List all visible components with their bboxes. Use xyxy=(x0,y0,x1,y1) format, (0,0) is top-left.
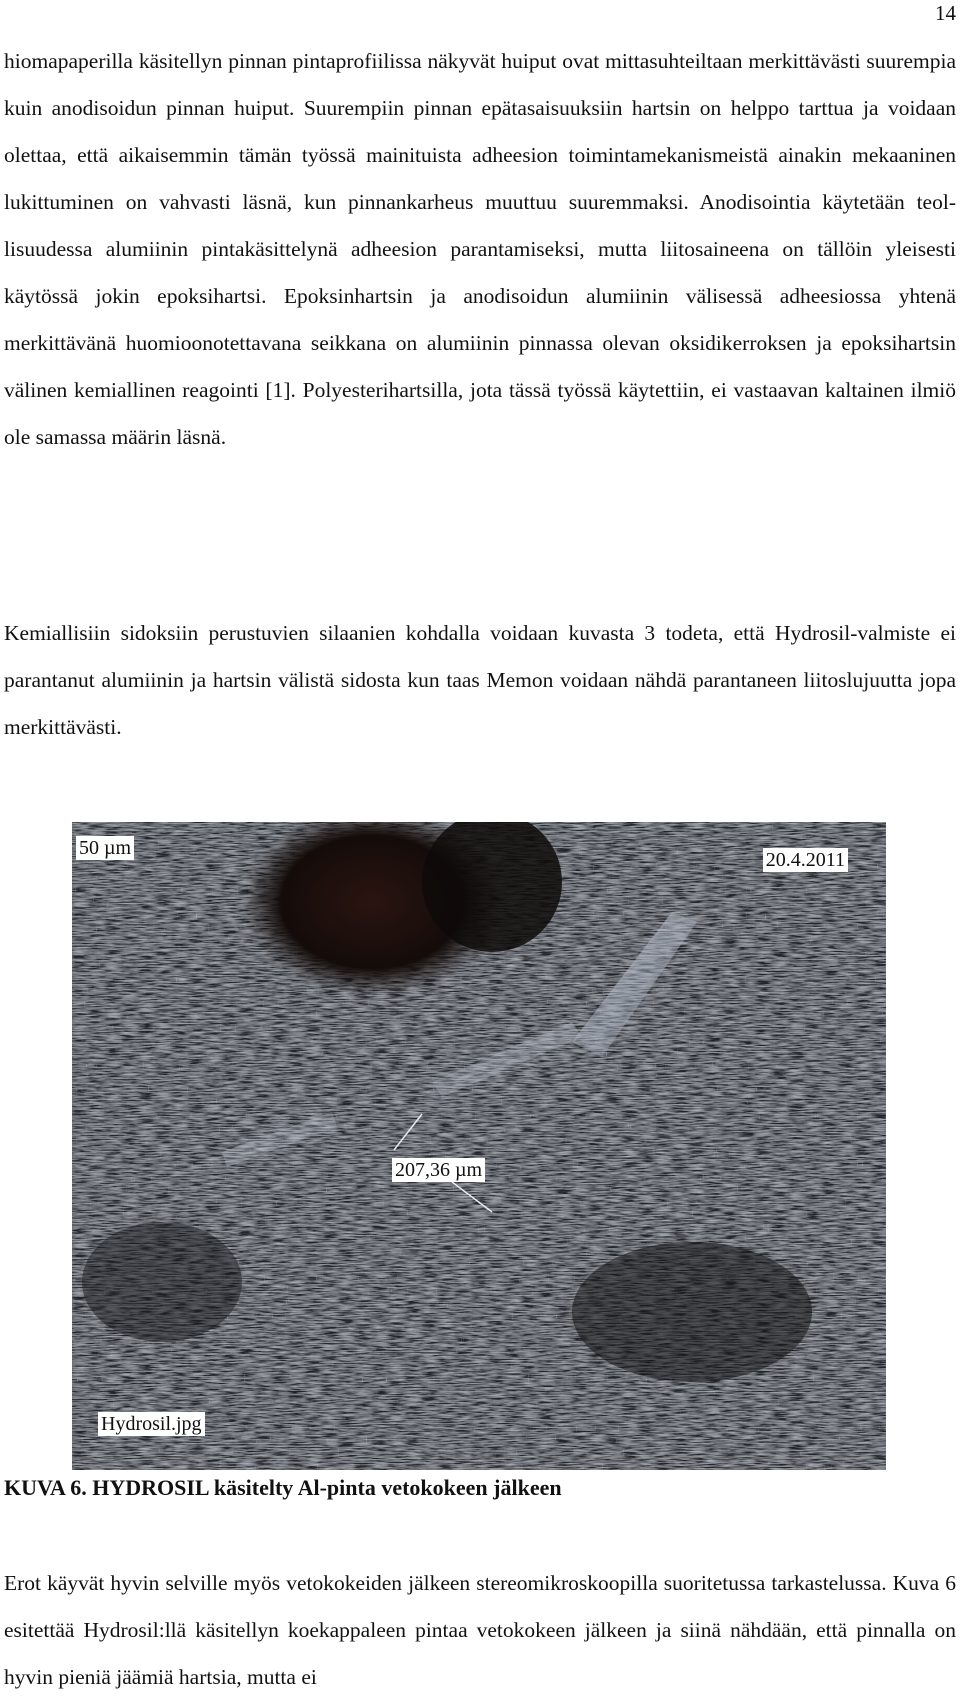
filename-label: Hydrosil.jpg xyxy=(98,1412,205,1436)
micrograph-image xyxy=(72,822,886,1470)
date-label: 20.4.2011 xyxy=(763,848,848,872)
page-number: 14 xyxy=(935,1,956,25)
micrograph-figure xyxy=(72,822,886,1470)
figure-caption: KUVA 6. HYDROSIL käsitelty Al-pinta vetokokeen jälkeen xyxy=(4,1475,562,1500)
scale-label: 50 µm xyxy=(76,836,134,860)
paragraph-surface-roughness: hiomapaperilla käsitellyn pinnan pintaprofiilissa näkyvät huiput ovat mittasuhteiltaan merkittävästi suurempia kuin anodisoidun pinnan huiput. Suurempiin pinnan epätasaisuuksiin hartsin on helppo tarttua ja voidaan olettaa, että aikaisemmin tämän työssä mainituista adheesion toimintamekanismeistä ainakin mekaaninen lukittuminen on vahvasti läsnä, kun pinnankarheus muuttuu suuremmaksi. Anodisointia käytetään teollisuudessa alumiinin pintakäsittelynä adheesion parantamiseksi, mutta liitosaineena on tällöin yleisesti käytössä jokin epoksihartsi. Epoksinhartsin ja anodisoidun alumiinin välisessä adheesiossa yhtenä merkittävänä huomioonotettavana seikkana on alumiinin pinnassa olevan oksidikerroksen ja epoksihartsin välinen kemiallinen reagointi [1]. Polyesterihartsilla, jota tässä työssä käytettiin, ei vastaavan kaltainen ilmiö ole samassa määrin läsnä. xyxy=(4,49,956,449)
paragraph-silanes: Kemiallisiin sidoksiin perustuvien silaanien kohdalla voidaan kuvasta 3 todeta, että Hydrosil-valmiste ei parantanut alumiinin ja hartsin välistä sidosta kun taas Memon voidaan nähdä parantaneen liitoslujuutta jopa merkittävästi. xyxy=(4,621,956,739)
paragraph-stereomicroscope: Erot käyvät hyvin selville myös vetokokeiden jälkeen stereomikroskoopilla suoritetussa tarkastelussa. Kuva 6 esitettää Hydrosil:llä käsitellyn koekappaleen pintaa vetokokeen jälkeen ja siinä nähdään, että pinnalla on hyvin pieniä jäämiä hartsia, mutta ei xyxy=(4,1571,956,1689)
measurement-label: 207,36 µm xyxy=(392,1158,485,1182)
